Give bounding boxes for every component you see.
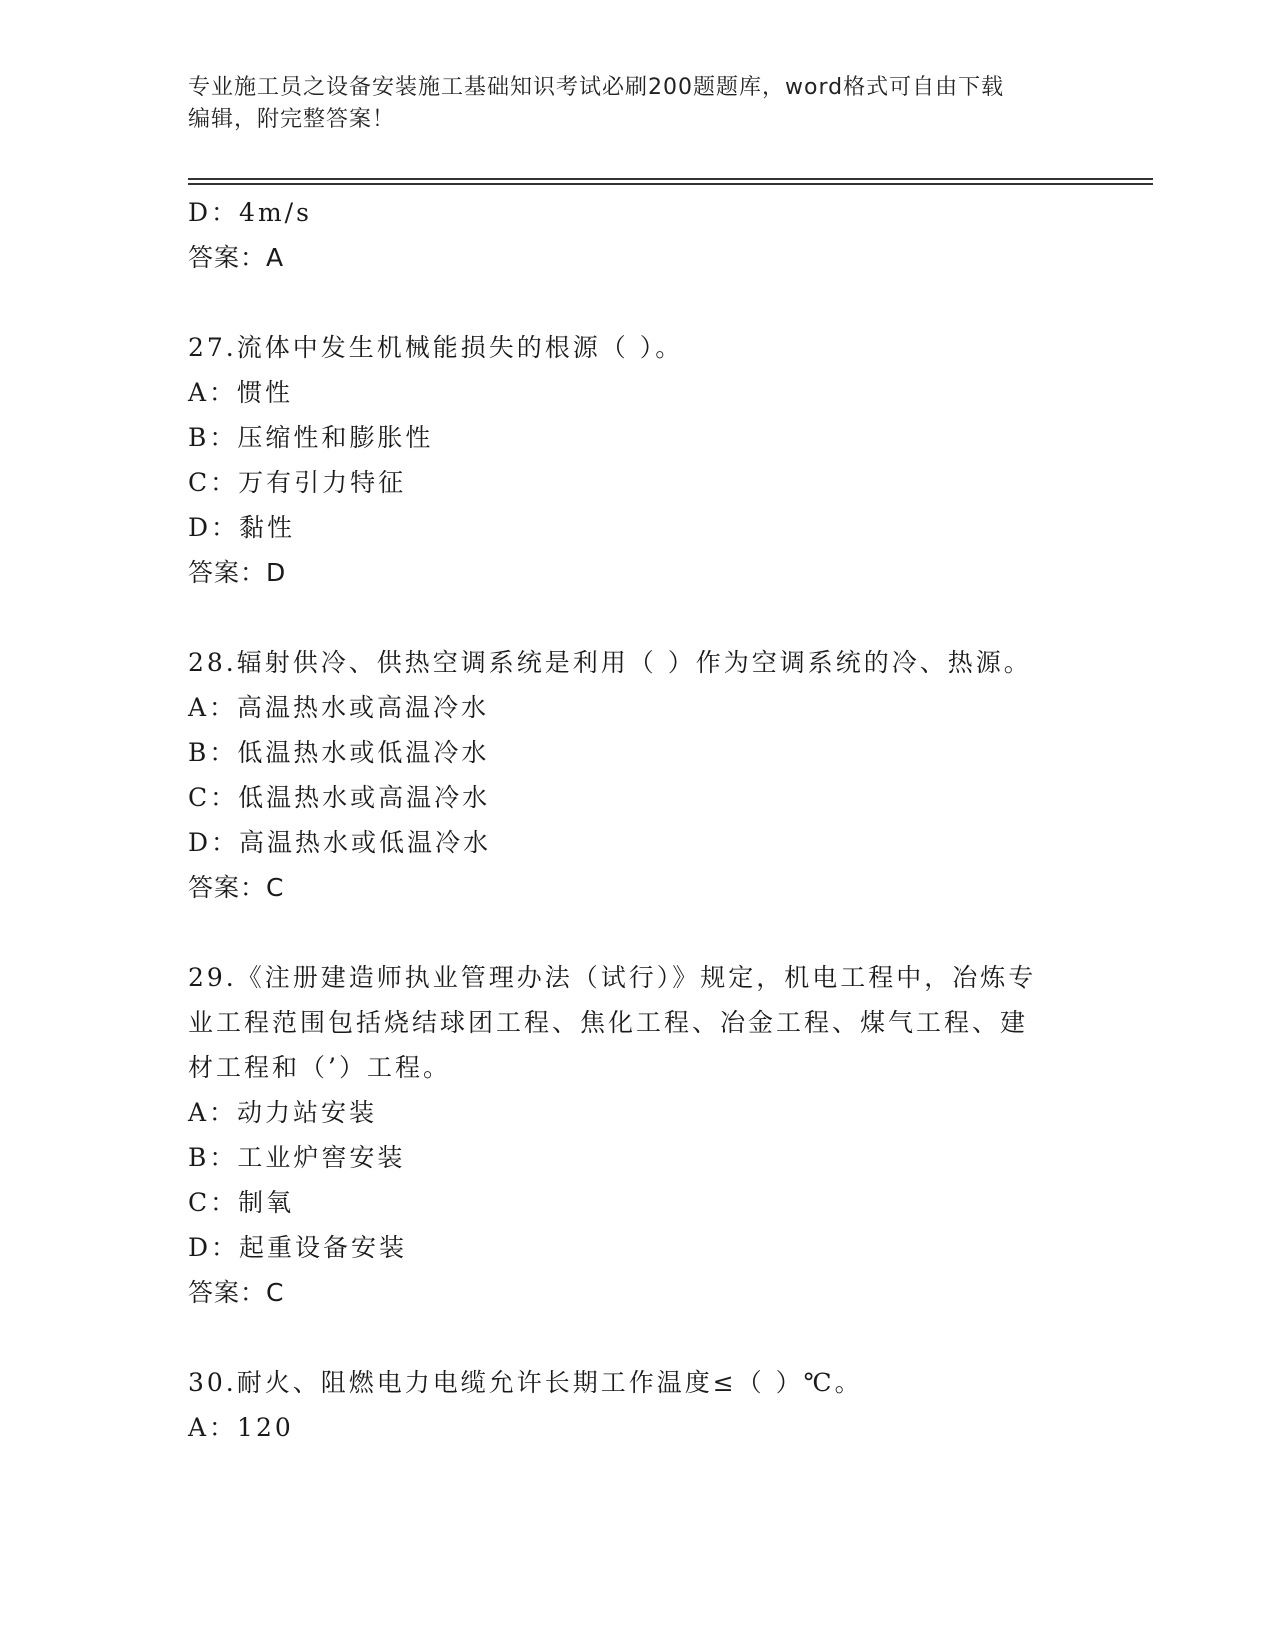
option-b: B：压缩性和膨胀性 — [188, 423, 434, 452]
question-stem-line-1: 29.《注册建造师执业管理办法（试行）》规定，机电工程中，冶炼专 — [188, 963, 1037, 992]
option-a: A：120 — [188, 1413, 294, 1442]
option-d: D：高温热水或低温冷水 — [188, 828, 492, 857]
answer-line: 答案：C — [188, 873, 285, 902]
question-30 — [188, 1360, 1088, 1450]
option-d: D：起重设备安装 — [188, 1233, 408, 1262]
answer-line: 答案：D — [188, 558, 287, 587]
question-list — [188, 190, 1088, 1450]
option-a: A：惯性 — [188, 378, 294, 407]
option-b: B：低温热水或低温冷水 — [188, 738, 490, 767]
option-a: A：动力站安装 — [188, 1098, 378, 1127]
question-stem: 27.流体中发生机械能损失的根源（ ）。 — [188, 333, 684, 362]
question-28 — [188, 640, 1088, 910]
option-c: C：低温热水或高温冷水 — [188, 783, 491, 812]
option-c: C：制氧 — [188, 1188, 295, 1217]
option-d: D：黏性 — [188, 513, 296, 542]
previous-question-tail — [188, 190, 1088, 280]
option-d: D：4m/s — [188, 198, 312, 227]
header-title-line-1: 专业施工员之设备安装施工基础知识考试必刷200题题库，word格式可自由下载 — [188, 75, 1005, 100]
question-stem: 28.辐射供冷、供热空调系统是利用（ ）作为空调系统的冷、热源。 — [188, 648, 1032, 677]
document-header — [188, 72, 1068, 136]
option-a: A：高温热水或高温冷水 — [188, 693, 490, 722]
answer-line: 答案：A — [188, 243, 285, 272]
option-c: C：万有引力特征 — [188, 468, 407, 497]
question-29 — [188, 955, 1088, 1315]
question-stem-line-3: 材工程和（’）工程。 — [188, 1053, 451, 1082]
question-stem-line-2: 业工程范围包括烧结球团工程、焦化工程、冶金工程、煤气工程、建 — [188, 1008, 1029, 1037]
question-27 — [188, 325, 1088, 595]
answer-line: 答案：C — [188, 1278, 285, 1307]
question-stem: 30.耐火、阻燃电力电缆允许长期工作温度≤（ ）℃。 — [188, 1368, 863, 1397]
option-b: B：工业炉窖安装 — [188, 1143, 406, 1172]
header-divider-bottom — [188, 183, 1153, 185]
header-title-line-2: 编辑，附完整答案！ — [188, 107, 396, 132]
header-divider-top — [188, 178, 1153, 180]
